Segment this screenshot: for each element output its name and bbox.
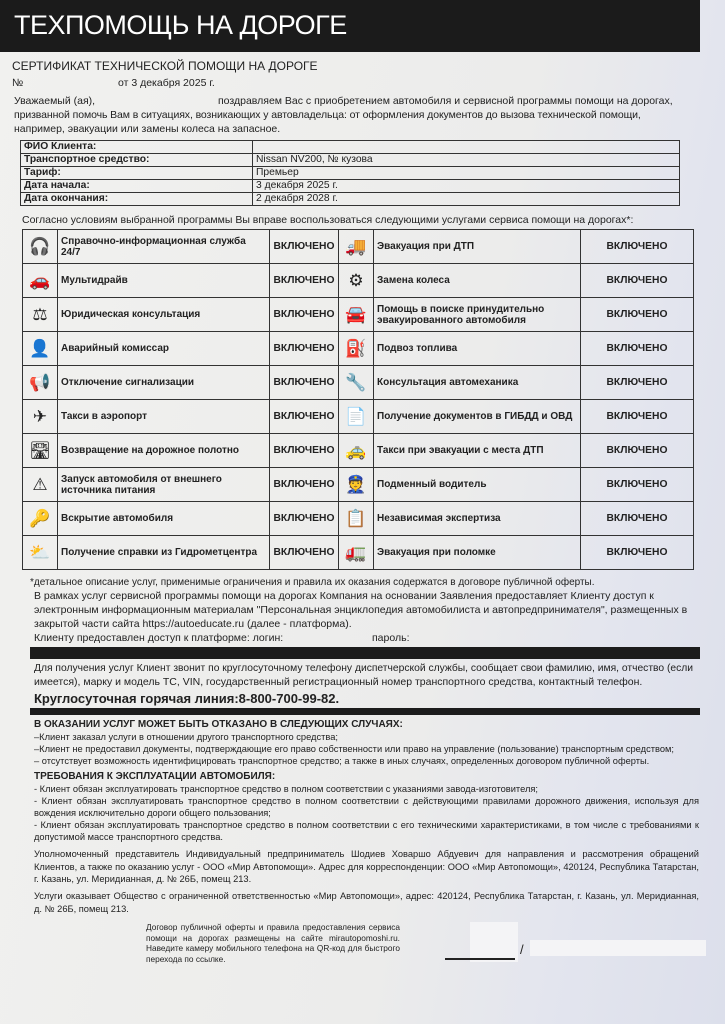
service-name: Независимая экспертиза bbox=[374, 502, 581, 536]
cert-title: СЕРТИФИКАТ ТЕХНИЧЕСКОЙ ПОМОЩИ НА ДОРОГЕ bbox=[12, 59, 318, 73]
service-name: Получение документов в ГИБДД и ОВД bbox=[374, 400, 581, 434]
service-status: ВКЛЮЧЕНО bbox=[581, 298, 694, 332]
service-row bbox=[23, 536, 694, 570]
requirement-item: - Клиент обязан эксплуатировать транспортное средство в полном соответствии с указаниями завода-изготовителя; bbox=[34, 784, 538, 794]
service-name: Запуск автомобиля от внешнего источника питания bbox=[58, 468, 270, 502]
alarm-icon: 📢 bbox=[23, 366, 58, 400]
service-row bbox=[23, 366, 694, 400]
service-name: Отключение сигнализации bbox=[58, 366, 270, 400]
offer-note: Договор публичной оферты и правила предоставления сервиса помощи на дорогах размещены на сайте mirautopomoshi.ru. Наведите камеру мобильного телефона на QR-код для быстрого перехода по ссылке. bbox=[146, 922, 400, 964]
weather-icon: ⛅ bbox=[23, 536, 58, 570]
service-row bbox=[23, 434, 694, 468]
service-status: ВКЛЮЧЕНО bbox=[581, 366, 694, 400]
refusal-item: –Клиент не предоставил документы, подтверждающие его право собственности или право на управление (пользование) транспортным средством; bbox=[34, 744, 674, 754]
service-status: ВКЛЮЧЕНО bbox=[581, 502, 694, 536]
service-row bbox=[23, 230, 694, 264]
black-stripe bbox=[30, 708, 700, 715]
black-stripe bbox=[30, 647, 700, 659]
taxi-icon: 🚕 bbox=[339, 434, 374, 468]
services-table bbox=[22, 229, 694, 570]
service-row bbox=[23, 332, 694, 366]
howto-line-1: Для получения услуг Клиент звонит по круглосуточному телефону диспетчерской службы, сообщает свои фамилию, имя, отчество (если bbox=[34, 663, 694, 674]
service-name: Такси при эвакуации с места ДТП bbox=[374, 434, 581, 468]
service-status: ВКЛЮЧЕНО bbox=[581, 434, 694, 468]
info-value: 2 декабря 2028 г. bbox=[253, 193, 680, 206]
service-name: Подвоз топлива bbox=[374, 332, 581, 366]
requirements-list bbox=[34, 783, 699, 843]
service-name: Возвращение на дорожное полотно bbox=[58, 434, 270, 468]
headset-icon: 🎧 bbox=[23, 230, 58, 264]
service-name: Помощь в поиске принудительно эвакуированного автомобиля bbox=[374, 298, 581, 332]
breakdown-tow-icon: 🚛 bbox=[339, 536, 374, 570]
driver-icon: 👮 bbox=[339, 468, 374, 502]
fuel-can-icon: ⛽ bbox=[339, 332, 374, 366]
hotline: Круглосуточная горячая линия:8-800-700-99-82. bbox=[34, 691, 340, 706]
greeting: Уважаемый (ая), bbox=[14, 95, 96, 107]
info-row bbox=[21, 180, 680, 193]
service-name: Такси в аэропорт bbox=[58, 400, 270, 434]
access-login-label: Клиенту предоставлен доступ к платформе: логин: bbox=[34, 632, 284, 644]
intro-line-1: поздравляем Вас с приобретением автомобиля и сервисной программы помощи на дорогах, bbox=[218, 95, 673, 107]
service-name: Аварийный комиссар bbox=[58, 332, 270, 366]
service-status: ВКЛЮЧЕНО bbox=[270, 434, 339, 468]
refusal-title: В ОКАЗАНИИ УСЛУГ МОЖЕТ БЫТЬ ОТКАЗАНО В СЛЕДУЮЩИХ СЛУЧАЯХ: bbox=[34, 719, 403, 730]
wheel-icon: ⚙ bbox=[339, 264, 374, 298]
service-status: ВКЛЮЧЕНО bbox=[270, 332, 339, 366]
info-value: Nissan NV200, № кузова bbox=[253, 154, 680, 167]
tools-icon: 🔧 bbox=[339, 366, 374, 400]
platform-line-3: закрытой части сайта https://autoeducate.ru (далее - платформа). bbox=[34, 618, 352, 630]
expertise-icon: 📋 bbox=[339, 502, 374, 536]
requirement-item: - Клиент обязан эксплуатировать транспортное средство в полном соответствии с его техническими характеристиками, в том числе с требованиями к допустимой массе транспортного средства. bbox=[34, 820, 699, 842]
service-name: Эвакуация при ДТП bbox=[374, 230, 581, 264]
refusal-list bbox=[34, 731, 699, 767]
service-row bbox=[23, 264, 694, 298]
service-status: ВКЛЮЧЕНО bbox=[581, 536, 694, 570]
service-name: Юридическая консультация bbox=[58, 298, 270, 332]
car-key-icon: 🔑 bbox=[23, 502, 58, 536]
platform-line-2: электронным информационным материалам "Персональная энциклопедия автомобилиста и автопредпринимателя", размещенных в bbox=[34, 604, 688, 616]
requirement-item: - Клиент обязан эксплуатировать транспортное средство в полном соответствии с действующими правилами дорожного движения, используя для вождения исключительно дороги общего пользования; bbox=[34, 796, 699, 818]
info-label: ФИО Клиента: bbox=[21, 141, 253, 154]
service-status: ВКЛЮЧЕНО bbox=[270, 468, 339, 502]
cert-number: № bbox=[12, 77, 24, 89]
refusal-item: –Клиент заказал услуги в отношении другого транспортного средства; bbox=[34, 732, 338, 742]
service-row bbox=[23, 298, 694, 332]
service-status: ВКЛЮЧЕНО bbox=[581, 400, 694, 434]
impound-icon: 🚘 bbox=[339, 298, 374, 332]
platform-line-1: В рамках услуг сервисной программы помощи на дорогах Компания на основании Заявления предоставляет Клиенту доступ к bbox=[34, 590, 654, 602]
road-icon: 🛣 bbox=[23, 434, 58, 468]
service-name: Эвакуация при поломке bbox=[374, 536, 581, 570]
redacted-area bbox=[470, 922, 518, 962]
services-intro: Согласно условиям выбранной программы Вы вправе воспользоваться следующими услугами сервиса помощи на дорогах*: bbox=[22, 214, 634, 226]
info-label: Дата окончания: bbox=[21, 193, 253, 206]
service-status: ВКЛЮЧЕНО bbox=[270, 400, 339, 434]
car-icon: 🚗 bbox=[23, 264, 58, 298]
info-row bbox=[21, 154, 680, 167]
documents-icon: 📄 bbox=[339, 400, 374, 434]
service-status: ВКЛЮЧЕНО bbox=[581, 264, 694, 298]
info-value: Премьер bbox=[253, 167, 680, 180]
service-name: Справочно-информационная служба 24/7 bbox=[58, 230, 270, 264]
service-status: ВКЛЮЧЕНО bbox=[270, 298, 339, 332]
service-name: Мультидрайв bbox=[58, 264, 270, 298]
service-status: ВКЛЮЧЕНО bbox=[270, 502, 339, 536]
intro-line-2: призванной помочь Вам в ситуациях, возникающих у автовладельца: от оформления документов до вызова технической помощи, bbox=[14, 109, 641, 121]
battery-icon: ⚠ bbox=[23, 468, 58, 502]
intro-line-3: например, эвакуации или замены колеса на запасное. bbox=[14, 123, 281, 135]
service-row bbox=[23, 502, 694, 536]
info-row bbox=[21, 193, 680, 206]
service-status: ВКЛЮЧЕНО bbox=[270, 536, 339, 570]
provider-text: Услуги оказывает Общество с ограниченной ответственностью «Мир Автопомощи», адрес: 420124, Республика Татарстан, г. Казань, ул. Меридианная, д. № 26Б, помещ 213. bbox=[34, 891, 699, 914]
service-status: ВКЛЮЧЕНО bbox=[581, 468, 694, 502]
info-label: Транспортное средство: bbox=[21, 154, 253, 167]
cert-date: от 3 декабря 2025 г. bbox=[118, 77, 215, 89]
service-name: Вскрытие автомобиля bbox=[58, 502, 270, 536]
signature-separator: / bbox=[520, 942, 524, 957]
commissioner-icon: 👤 bbox=[23, 332, 58, 366]
title-banner bbox=[0, 0, 700, 52]
airplane-icon: ✈ bbox=[23, 400, 58, 434]
service-status: ВКЛЮЧЕНО bbox=[270, 230, 339, 264]
info-label: Дата начала: bbox=[21, 180, 253, 193]
service-status: ВКЛЮЧЕНО bbox=[581, 332, 694, 366]
service-name: Консультация автомеханика bbox=[374, 366, 581, 400]
client-info-table bbox=[20, 140, 680, 206]
service-status: ВКЛЮЧЕНО bbox=[270, 264, 339, 298]
refusal-item: – отсутствует возможность идентифицировать транспортное средство; а также в иных случаях, определенных договором публичной оферты. bbox=[34, 756, 650, 766]
service-row bbox=[23, 400, 694, 434]
tow-truck-icon: 🚚 bbox=[339, 230, 374, 264]
howto-line-2: имеется), марку и модель ТС, VIN, государственный регистрационный номер транспортного средства, контактный телефон. bbox=[34, 676, 643, 688]
redacted-area bbox=[530, 940, 706, 956]
service-status: ВКЛЮЧЕНО bbox=[270, 366, 339, 400]
info-row bbox=[21, 167, 680, 180]
service-name: Подменный водитель bbox=[374, 468, 581, 502]
signature-line bbox=[445, 958, 515, 960]
access-password-label: пароль: bbox=[372, 632, 410, 644]
requirements-title: ТРЕБОВАНИЯ К ЭКСПЛУАТАЦИИ АВТОМОБИЛЯ: bbox=[34, 771, 276, 782]
info-value bbox=[253, 141, 680, 154]
service-status: ВКЛЮЧЕНО bbox=[581, 230, 694, 264]
scales-icon: ⚖ bbox=[23, 298, 58, 332]
representative-text: Уполномоченный представитель Индивидуальный предприниматель Шодиев Ховаршо Абдуевич для направления и рассмотрения обращений Клиентов, а также по оказанию услуг - ООО «Мир Автопомощи». Адрес для корреспонденции: ООО «Мир Автопомощи», 420124, Республика Татарстан, г. Казань, ул. Меридианная, д. № 26Б, помещ 213. bbox=[34, 849, 699, 884]
service-name: Замена колеса bbox=[374, 264, 581, 298]
info-row bbox=[21, 141, 680, 154]
footnote: *детальное описание услуг, применимые ограничения и правила их оказания содержатся в договоре публичной оферты. bbox=[30, 577, 595, 588]
banner-title: ТЕХПОМОЩЬ НА ДОРОГЕ bbox=[14, 10, 347, 40]
info-label: Тариф: bbox=[21, 167, 253, 180]
service-name: Получение справки из Гидрометцентра bbox=[58, 536, 270, 570]
info-value: 3 декабря 2025 г. bbox=[253, 180, 680, 193]
service-row bbox=[23, 468, 694, 502]
